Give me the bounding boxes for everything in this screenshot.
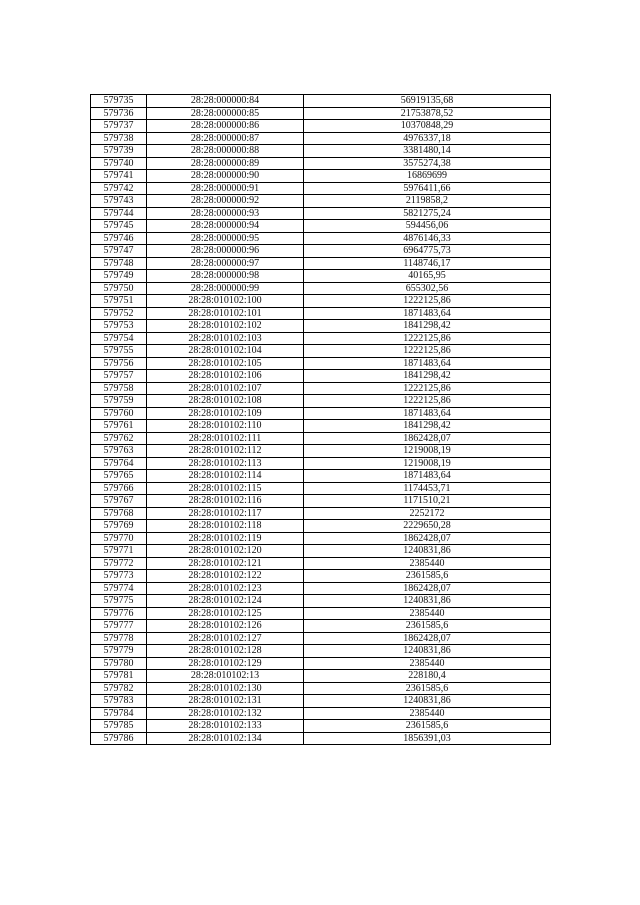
row-number-cell: 579783 xyxy=(91,695,147,708)
row-number-cell: 579778 xyxy=(91,632,147,645)
table-row xyxy=(91,582,551,595)
cadastral-value-cell: 1871483,64 xyxy=(304,307,551,320)
row-number-cell: 579781 xyxy=(91,670,147,683)
table-row xyxy=(91,495,551,508)
table-row xyxy=(91,95,551,108)
table-row xyxy=(91,357,551,370)
cadastral-value-cell: 1219008,19 xyxy=(304,445,551,458)
cadastral-value-cell: 1871483,64 xyxy=(304,470,551,483)
cadastral-number-cell: 28:28:000000:97 xyxy=(147,257,304,270)
table-row xyxy=(91,470,551,483)
cadastral-number-cell: 28:28:000000:90 xyxy=(147,170,304,183)
cadastral-number-cell: 28:28:000000:87 xyxy=(147,132,304,145)
table-row xyxy=(91,645,551,658)
cadastral-value-cell: 1240831,86 xyxy=(304,695,551,708)
cadastral-number-cell: 28:28:010102:117 xyxy=(147,507,304,520)
cadastral-value-cell: 2361585,6 xyxy=(304,720,551,733)
table-row xyxy=(91,482,551,495)
cadastral-value-cell: 2361585,6 xyxy=(304,682,551,695)
table-row xyxy=(91,620,551,633)
cadastral-value-cell: 4976337,18 xyxy=(304,132,551,145)
cadastral-value-cell: 5821275,24 xyxy=(304,207,551,220)
table-row xyxy=(91,632,551,645)
cadastral-number-cell: 28:28:000000:93 xyxy=(147,207,304,220)
cadastral-number-cell: 28:28:010102:129 xyxy=(147,657,304,670)
table-row xyxy=(91,545,551,558)
cadastral-number-cell: 28:28:000000:84 xyxy=(147,95,304,108)
table-row xyxy=(91,182,551,195)
row-number-cell: 579745 xyxy=(91,220,147,233)
cadastral-value-cell: 2361585,6 xyxy=(304,570,551,583)
cadastral-value-cell: 2385440 xyxy=(304,707,551,720)
cadastral-value-cell: 655302,56 xyxy=(304,282,551,295)
row-number-cell: 579755 xyxy=(91,345,147,358)
table-row xyxy=(91,207,551,220)
cadastral-number-cell: 28:28:010102:128 xyxy=(147,645,304,658)
table-row xyxy=(91,395,551,408)
cadastral-value-cell: 1871483,64 xyxy=(304,407,551,420)
cadastral-number-cell: 28:28:000000:85 xyxy=(147,107,304,120)
table-row xyxy=(91,370,551,383)
table-row xyxy=(91,120,551,133)
cadastral-value-cell: 1841298,42 xyxy=(304,320,551,333)
cadastral-value-cell: 1841298,42 xyxy=(304,420,551,433)
cadastral-value-cell: 2119858,2 xyxy=(304,195,551,208)
cadastral-value-cell: 1240831,86 xyxy=(304,545,551,558)
table-row xyxy=(91,295,551,308)
cadastral-value-cell: 2252172 xyxy=(304,507,551,520)
cadastral-value-cell: 1862428,07 xyxy=(304,582,551,595)
row-number-cell: 579785 xyxy=(91,720,147,733)
row-number-cell: 579754 xyxy=(91,332,147,345)
cadastral-value-cell: 3381480,14 xyxy=(304,145,551,158)
row-number-cell: 579740 xyxy=(91,157,147,170)
row-number-cell: 579774 xyxy=(91,582,147,595)
row-number-cell: 579748 xyxy=(91,257,147,270)
table-row xyxy=(91,695,551,708)
row-number-cell: 579763 xyxy=(91,445,147,458)
cadastral-number-cell: 28:28:010102:126 xyxy=(147,620,304,633)
table-body xyxy=(91,95,551,745)
cadastral-number-cell: 28:28:000000:86 xyxy=(147,120,304,133)
cadastral-number-cell: 28:28:000000:88 xyxy=(147,145,304,158)
cadastral-value-cell: 2385440 xyxy=(304,557,551,570)
cadastral-number-cell: 28:28:000000:94 xyxy=(147,220,304,233)
cadastral-value-cell: 2385440 xyxy=(304,607,551,620)
cadastral-value-cell: 594456,06 xyxy=(304,220,551,233)
cadastral-number-cell: 28:28:010102:105 xyxy=(147,357,304,370)
cadastral-value-cell: 1148746,17 xyxy=(304,257,551,270)
row-number-cell: 579768 xyxy=(91,507,147,520)
cadastral-value-cell: 1856391,03 xyxy=(304,732,551,745)
table-row xyxy=(91,557,551,570)
cadastral-number-cell: 28:28:010102:121 xyxy=(147,557,304,570)
cadastral-number-cell: 28:28:010102:108 xyxy=(147,395,304,408)
table-row xyxy=(91,132,551,145)
row-number-cell: 579761 xyxy=(91,420,147,433)
cadastral-value-cell: 3575274,38 xyxy=(304,157,551,170)
cadastral-number-cell: 28:28:010102:103 xyxy=(147,332,304,345)
table-row xyxy=(91,382,551,395)
table-row xyxy=(91,420,551,433)
row-number-cell: 579758 xyxy=(91,382,147,395)
cadastral-value-cell: 1222125,86 xyxy=(304,295,551,308)
cadastral-value-cell: 1240831,86 xyxy=(304,595,551,608)
cadastral-number-cell: 28:28:010102:112 xyxy=(147,445,304,458)
cadastral-value-cell: 16869699 xyxy=(304,170,551,183)
cadastral-number-cell: 28:28:010102:131 xyxy=(147,695,304,708)
row-number-cell: 579762 xyxy=(91,432,147,445)
table-row xyxy=(91,532,551,545)
row-number-cell: 579757 xyxy=(91,370,147,383)
row-number-cell: 579776 xyxy=(91,607,147,620)
cadastral-value-cell: 1171510,21 xyxy=(304,495,551,508)
cadastral-value-cell: 1240831,86 xyxy=(304,645,551,658)
cadastral-number-cell: 28:28:000000:91 xyxy=(147,182,304,195)
table-row xyxy=(91,170,551,183)
row-number-cell: 579765 xyxy=(91,470,147,483)
table-row xyxy=(91,307,551,320)
cadastral-value-cell: 1219008,19 xyxy=(304,457,551,470)
cadastral-number-cell: 28:28:010102:109 xyxy=(147,407,304,420)
row-number-cell: 579756 xyxy=(91,357,147,370)
row-number-cell: 579736 xyxy=(91,107,147,120)
cadastral-number-cell: 28:28:010102:118 xyxy=(147,520,304,533)
cadastral-number-cell: 28:28:010102:120 xyxy=(147,545,304,558)
table-row xyxy=(91,257,551,270)
row-number-cell: 579764 xyxy=(91,457,147,470)
table-row xyxy=(91,220,551,233)
table-row xyxy=(91,445,551,458)
cadastral-number-cell: 28:28:000000:99 xyxy=(147,282,304,295)
cadastral-number-cell: 28:28:010102:132 xyxy=(147,707,304,720)
row-number-cell: 579753 xyxy=(91,320,147,333)
row-number-cell: 579750 xyxy=(91,282,147,295)
cadastral-value-cell: 21753878,52 xyxy=(304,107,551,120)
row-number-cell: 579772 xyxy=(91,557,147,570)
table-row xyxy=(91,282,551,295)
cadastral-value-cell: 1862428,07 xyxy=(304,532,551,545)
cadastral-number-cell: 28:28:010102:119 xyxy=(147,532,304,545)
row-number-cell: 579780 xyxy=(91,657,147,670)
table-row xyxy=(91,457,551,470)
cadastral-number-cell: 28:28:000000:92 xyxy=(147,195,304,208)
row-number-cell: 579775 xyxy=(91,595,147,608)
table-row xyxy=(91,607,551,620)
cadastral-number-cell: 28:28:010102:123 xyxy=(147,582,304,595)
cadastral-number-cell: 28:28:010102:106 xyxy=(147,370,304,383)
cadastral-number-cell: 28:28:010102:111 xyxy=(147,432,304,445)
row-number-cell: 579777 xyxy=(91,620,147,633)
table-row xyxy=(91,332,551,345)
table-row xyxy=(91,245,551,258)
cadastral-number-cell: 28:28:010102:102 xyxy=(147,320,304,333)
table-row xyxy=(91,657,551,670)
row-number-cell: 579749 xyxy=(91,270,147,283)
cadastral-number-cell: 28:28:010102:101 xyxy=(147,307,304,320)
table-row xyxy=(91,157,551,170)
table-row xyxy=(91,570,551,583)
cadastral-number-cell: 28:28:010102:133 xyxy=(147,720,304,733)
row-number-cell: 579759 xyxy=(91,395,147,408)
cadastral-number-cell: 28:28:010102:125 xyxy=(147,607,304,620)
cadastral-value-cell: 4876146,33 xyxy=(304,232,551,245)
table-row xyxy=(91,520,551,533)
cadastral-number-cell: 28:28:000000:95 xyxy=(147,232,304,245)
cadastral-value-cell: 6964775,73 xyxy=(304,245,551,258)
row-number-cell: 579735 xyxy=(91,95,147,108)
cadastral-value-cell: 228180,4 xyxy=(304,670,551,683)
row-number-cell: 579742 xyxy=(91,182,147,195)
cadastral-number-cell: 28:28:010102:107 xyxy=(147,382,304,395)
row-number-cell: 579766 xyxy=(91,482,147,495)
cadastral-number-cell: 28:28:010102:110 xyxy=(147,420,304,433)
cadastral-value-cell: 1222125,86 xyxy=(304,395,551,408)
cadastral-value-cell: 1862428,07 xyxy=(304,432,551,445)
cadastral-value-table xyxy=(90,94,551,745)
cadastral-number-cell: 28:28:010102:113 xyxy=(147,457,304,470)
row-number-cell: 579739 xyxy=(91,145,147,158)
row-number-cell: 579751 xyxy=(91,295,147,308)
cadastral-number-cell: 28:28:010102:130 xyxy=(147,682,304,695)
cadastral-number-cell: 28:28:010102:100 xyxy=(147,295,304,308)
table-row xyxy=(91,732,551,745)
row-number-cell: 579782 xyxy=(91,682,147,695)
cadastral-value-cell: 10370848,29 xyxy=(304,120,551,133)
row-number-cell: 579738 xyxy=(91,132,147,145)
row-number-cell: 579786 xyxy=(91,732,147,745)
cadastral-value-cell: 1871483,64 xyxy=(304,357,551,370)
cadastral-number-cell: 28:28:000000:96 xyxy=(147,245,304,258)
table-row xyxy=(91,720,551,733)
row-number-cell: 579744 xyxy=(91,207,147,220)
table-row xyxy=(91,270,551,283)
table-row xyxy=(91,345,551,358)
cadastral-number-cell: 28:28:010102:114 xyxy=(147,470,304,483)
cadastral-value-cell: 1174453,71 xyxy=(304,482,551,495)
row-number-cell: 579737 xyxy=(91,120,147,133)
cadastral-value-cell: 56919135,68 xyxy=(304,95,551,108)
cadastral-number-cell: 28:28:010102:104 xyxy=(147,345,304,358)
row-number-cell: 579747 xyxy=(91,245,147,258)
table-row xyxy=(91,107,551,120)
row-number-cell: 579784 xyxy=(91,707,147,720)
table-row xyxy=(91,682,551,695)
row-number-cell: 579752 xyxy=(91,307,147,320)
cadastral-value-cell: 40165,95 xyxy=(304,270,551,283)
cadastral-value-cell: 1222125,86 xyxy=(304,345,551,358)
cadastral-number-cell: 28:28:010102:115 xyxy=(147,482,304,495)
table-row xyxy=(91,320,551,333)
row-number-cell: 579769 xyxy=(91,520,147,533)
row-number-cell: 579760 xyxy=(91,407,147,420)
cadastral-number-cell: 28:28:010102:122 xyxy=(147,570,304,583)
row-number-cell: 579741 xyxy=(91,170,147,183)
table-row xyxy=(91,595,551,608)
cadastral-value-cell: 1862428,07 xyxy=(304,632,551,645)
row-number-cell: 579779 xyxy=(91,645,147,658)
table-row xyxy=(91,407,551,420)
row-number-cell: 579746 xyxy=(91,232,147,245)
cadastral-number-cell: 28:28:010102:134 xyxy=(147,732,304,745)
cadastral-value-cell: 1841298,42 xyxy=(304,370,551,383)
table-row xyxy=(91,232,551,245)
table-row xyxy=(91,507,551,520)
cadastral-number-cell: 28:28:010102:124 xyxy=(147,595,304,608)
table-row xyxy=(91,195,551,208)
table-row xyxy=(91,145,551,158)
table-row xyxy=(91,707,551,720)
cadastral-number-cell: 28:28:000000:89 xyxy=(147,157,304,170)
cadastral-number-cell: 28:28:010102:13 xyxy=(147,670,304,683)
cadastral-number-cell: 28:28:000000:98 xyxy=(147,270,304,283)
table-row xyxy=(91,432,551,445)
cadastral-value-cell: 5976411,66 xyxy=(304,182,551,195)
table-row xyxy=(91,670,551,683)
cadastral-value-cell: 2229650,28 xyxy=(304,520,551,533)
cadastral-value-cell: 1222125,86 xyxy=(304,332,551,345)
cadastral-value-cell: 2385440 xyxy=(304,657,551,670)
row-number-cell: 579770 xyxy=(91,532,147,545)
cadastral-number-cell: 28:28:010102:116 xyxy=(147,495,304,508)
row-number-cell: 579767 xyxy=(91,495,147,508)
cadastral-number-cell: 28:28:010102:127 xyxy=(147,632,304,645)
cadastral-value-cell: 1222125,86 xyxy=(304,382,551,395)
row-number-cell: 579771 xyxy=(91,545,147,558)
cadastral-value-cell: 2361585,6 xyxy=(304,620,551,633)
row-number-cell: 579743 xyxy=(91,195,147,208)
row-number-cell: 579773 xyxy=(91,570,147,583)
